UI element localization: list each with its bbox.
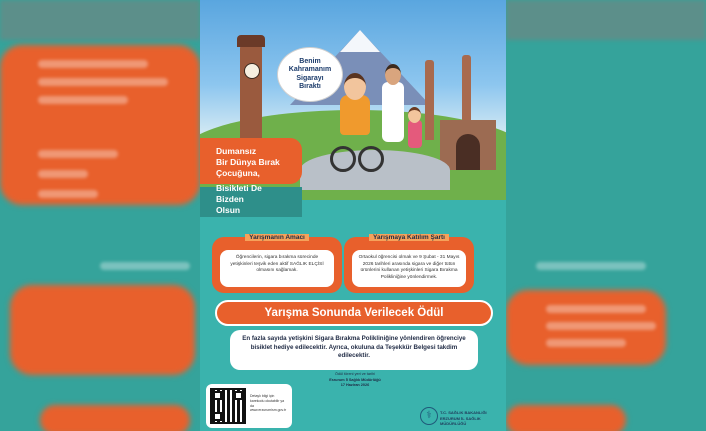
bicycle-icon xyxy=(330,140,380,170)
backdrop-orange-block xyxy=(0,45,200,205)
mountain-snowcap xyxy=(340,30,380,52)
qr-eye xyxy=(213,412,222,421)
subheadline-block xyxy=(200,183,302,217)
qr-caption: Detaylı bilgi için karekodu okutabilir ya da www.erzurumism.gov.tr xyxy=(250,394,287,413)
headline-text: Dumansız Bir Dünya Bırak Çocuğuna, xyxy=(216,146,280,178)
prize-description: En fazla sayıda yetişkini Sigara Bırakma Polikliniğine yönlendiren öğrenciye bisiklet hediye edilecektir. Ayrıca, okuluna da Teşekkür Belgesi takdim edilecektir. xyxy=(230,330,478,370)
qr-card xyxy=(206,384,292,428)
ceremony-place: Erzurum İl Sağlık Müdürlüğü xyxy=(329,377,381,382)
bicycle-wheel xyxy=(330,146,356,172)
qr-eye xyxy=(234,391,243,400)
boy-head xyxy=(344,73,366,100)
backdrop-line xyxy=(38,150,118,158)
participation-box xyxy=(344,234,474,293)
ministry-brand xyxy=(420,407,504,427)
backdrop-orange-block xyxy=(10,285,195,375)
backdrop-line xyxy=(100,262,190,270)
ceremony-date: 17 Haziran 2026 xyxy=(340,383,370,387)
campaign-poster xyxy=(200,0,506,431)
ministry-dept: ERZURUM İL SAĞLIK MÜDÜRLÜĞÜ xyxy=(440,415,481,426)
backdrop-line xyxy=(38,96,128,104)
father-figure xyxy=(382,82,404,142)
clock-tower xyxy=(240,45,262,145)
ceremony-info xyxy=(320,372,390,389)
backdrop-line xyxy=(38,60,148,68)
backdrop-right xyxy=(506,0,706,431)
father-head xyxy=(385,64,401,85)
backdrop-line xyxy=(38,78,168,86)
ceremony-label: Ödül töreni yeri ve tarihi xyxy=(334,372,376,376)
headline-block xyxy=(200,138,302,184)
backdrop-orange-block xyxy=(40,405,190,431)
backdrop-line xyxy=(536,262,646,270)
boy-figure xyxy=(340,95,370,135)
prize-banner xyxy=(215,300,493,326)
backdrop-line xyxy=(546,305,646,313)
backdrop-line xyxy=(546,339,626,347)
tower-cap xyxy=(237,35,265,47)
prize-title: Yarışma Sonunda Verilecek Ödül xyxy=(264,307,444,319)
purpose-header: Yarışmanın Amacı xyxy=(245,234,309,241)
backdrop-left xyxy=(0,0,200,431)
purpose-body: Öğrencilerin, sigara bırakma sürecinde yetişkinleri teşvik eden aktif SAĞLIK ELÇİSİ olmasını sağlamak. xyxy=(220,250,334,287)
backdrop-line xyxy=(38,170,88,178)
backdrop-line xyxy=(546,322,656,330)
backdrop-scene xyxy=(0,0,200,40)
backdrop-line xyxy=(38,190,98,198)
ministry-name: T.C. SAĞLIK BAKANLIĞI xyxy=(440,410,487,415)
backdrop-scene xyxy=(506,0,706,40)
qr-code-icon[interactable] xyxy=(210,388,246,424)
girl-figure xyxy=(408,120,422,148)
minaret xyxy=(425,60,434,140)
participation-header: Yarışmaya Katılım Şartı xyxy=(369,234,449,241)
speech-bubble-text: Benim Kahramanım Sigarayı Bıraktı xyxy=(288,57,332,90)
purpose-box xyxy=(212,234,342,293)
speech-bubble xyxy=(277,47,343,102)
bicycle-wheel xyxy=(358,146,384,172)
girl-head xyxy=(408,107,421,123)
ministry-logo-icon: ⚕ xyxy=(420,407,438,425)
monument-gate xyxy=(440,120,496,170)
qr-eye xyxy=(213,391,222,400)
subheadline-text: Bisikleti De Bizden Olsun xyxy=(216,183,262,215)
backdrop-orange-block xyxy=(506,405,626,431)
participation-body: Ortaokul öğrencisi olmak ve 9 Şubat - 31 Mayıs 2026 tarihleri arasında sigara ve diğer tütün ürünlerini kullanan yetişkinleri Sigara Bırakma Polikliniğine yönlendirmek. xyxy=(352,250,466,287)
gate-arch xyxy=(456,134,480,170)
clock-icon xyxy=(244,63,260,79)
